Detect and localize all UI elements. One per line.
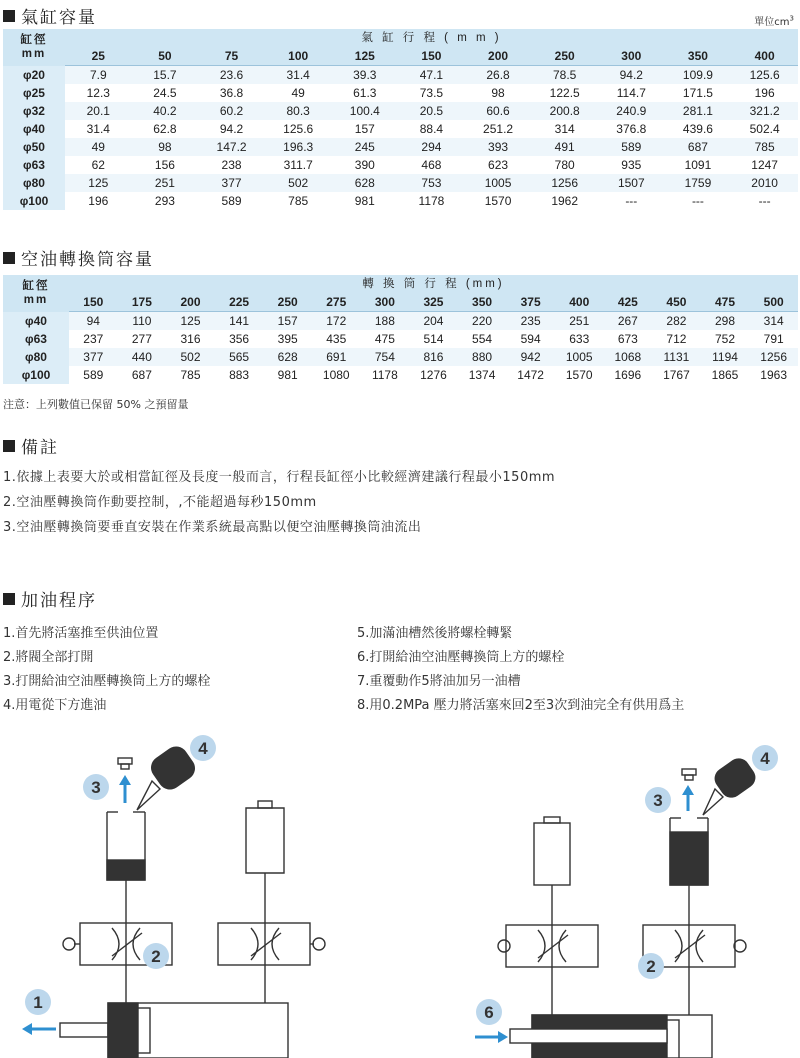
capacity-cell: 514 bbox=[409, 330, 458, 348]
capacity-cell: 623 bbox=[465, 156, 532, 174]
stroke-header: 300 bbox=[361, 293, 410, 312]
capacity-cell: 251 bbox=[132, 174, 199, 192]
section-title-remarks: 備註 bbox=[3, 433, 59, 458]
stroke-header: 250 bbox=[263, 293, 312, 312]
capacity-cell: 12.3 bbox=[65, 84, 132, 102]
capacity-cell: 377 bbox=[69, 348, 118, 366]
capacity-cell: 1276 bbox=[409, 366, 458, 384]
square-bullet-icon bbox=[3, 252, 15, 264]
capacity-cell: 157 bbox=[263, 312, 312, 331]
capacity-cell: 122.5 bbox=[531, 84, 598, 102]
capacity-cell: 40.2 bbox=[132, 102, 199, 120]
capacity-cell: 935 bbox=[598, 156, 665, 174]
capacity-cell: 238 bbox=[198, 156, 265, 174]
table-row bbox=[3, 174, 798, 192]
capacity-cell: 376.8 bbox=[598, 120, 665, 138]
corner-header: 缸徑 mm bbox=[3, 29, 65, 66]
stroke-header: 300 bbox=[598, 47, 665, 66]
capacity-cell: 1696 bbox=[604, 366, 653, 384]
stroke-header: 475 bbox=[701, 293, 750, 312]
capacity-cell: --- bbox=[665, 192, 732, 210]
capacity-cell: 277 bbox=[118, 330, 167, 348]
capacity-cell: 240.9 bbox=[598, 102, 665, 120]
capacity-cell: 791 bbox=[749, 330, 798, 348]
badge-3-left: 3 bbox=[91, 778, 101, 797]
badge-3-right: 3 bbox=[653, 791, 663, 810]
capacity-cell: 1256 bbox=[531, 174, 598, 192]
capacity-cell: 439.6 bbox=[665, 120, 732, 138]
corner-header: 缸徑 mm bbox=[3, 275, 69, 312]
badge-1: 1 bbox=[33, 993, 43, 1012]
capacity-cell: 712 bbox=[652, 330, 701, 348]
capacity-cell: 125 bbox=[166, 312, 215, 331]
capacity-cell: 691 bbox=[312, 348, 361, 366]
capacity-cell: 594 bbox=[506, 330, 555, 348]
capacity-cell: 49 bbox=[65, 138, 132, 156]
cylinder-capacity-table bbox=[3, 29, 798, 210]
piston-rod-right bbox=[510, 1029, 667, 1043]
capacity-cell: 502 bbox=[166, 348, 215, 366]
stroke-header: 25 bbox=[65, 47, 132, 66]
square-bullet-icon bbox=[3, 10, 15, 22]
capacity-cell: 816 bbox=[409, 348, 458, 366]
stroke-header: 350 bbox=[458, 293, 507, 312]
square-bullet-icon bbox=[3, 440, 15, 452]
stroke-header: 375 bbox=[506, 293, 555, 312]
bore-label: φ40 bbox=[3, 120, 65, 138]
capacity-cell: 188 bbox=[361, 312, 410, 331]
capacity-cell: 251 bbox=[555, 312, 604, 331]
capacity-cell: 60.6 bbox=[465, 102, 532, 120]
procedure-step: 8.用0.2MPa 壓力將活塞來回2至3次到油完全有供用爲主 bbox=[357, 698, 685, 713]
stroke-header: 75 bbox=[198, 47, 265, 66]
capacity-cell: 628 bbox=[332, 174, 399, 192]
capacity-cell: 15.7 bbox=[132, 66, 199, 85]
stroke-group-header: 氣 缸 行 程 ( m m ) bbox=[65, 29, 798, 47]
capacity-cell: 7.9 bbox=[65, 66, 132, 85]
oil-bottle-left-icon bbox=[137, 742, 200, 810]
capacity-cell: 633 bbox=[555, 330, 604, 348]
table-row bbox=[3, 348, 798, 366]
capacity-cell: 88.4 bbox=[398, 120, 465, 138]
capacity-cell: 316 bbox=[166, 330, 215, 348]
capacity-cell: 785 bbox=[731, 138, 798, 156]
capacity-cell: 125.6 bbox=[265, 120, 332, 138]
unit-label: 單位$cm^3$ bbox=[754, 14, 794, 28]
capacity-cell: 172 bbox=[312, 312, 361, 331]
capacity-cell: 880 bbox=[458, 348, 507, 366]
stroke-header: 400 bbox=[731, 47, 798, 66]
capacity-cell: 321.2 bbox=[731, 102, 798, 120]
capacity-cell: 1570 bbox=[555, 366, 604, 384]
badge-6: 6 bbox=[484, 1003, 494, 1022]
procedure-step: 3.打開給油空油壓轉換筒上方的螺栓 bbox=[3, 674, 211, 689]
stroke-header: 200 bbox=[166, 293, 215, 312]
capacity-cell: 687 bbox=[665, 138, 732, 156]
bore-label: φ32 bbox=[3, 102, 65, 120]
capacity-cell: 753 bbox=[398, 174, 465, 192]
section-title-converter-capacity: 空油轉換筒容量 bbox=[3, 245, 154, 270]
procedure-step: 4.用電從下方進油 bbox=[3, 698, 107, 713]
capacity-cell: 1865 bbox=[701, 366, 750, 384]
capacity-cell: 47.1 bbox=[398, 66, 465, 85]
capacity-cell: 1472 bbox=[506, 366, 555, 384]
capacity-cell: 628 bbox=[263, 348, 312, 366]
capacity-cell: 785 bbox=[265, 192, 332, 210]
stroke-header: 275 bbox=[312, 293, 361, 312]
capacity-cell: 780 bbox=[531, 156, 598, 174]
converter-capacity-table bbox=[3, 275, 798, 384]
table-row bbox=[3, 366, 798, 384]
section-title-cylinder-capacity: 氣缸容量 bbox=[3, 3, 97, 28]
capacity-cell: 26.8 bbox=[465, 66, 532, 85]
procedure-step: 5.加滿油槽然後將螺栓轉緊 bbox=[357, 626, 513, 641]
capacity-cell: 377 bbox=[198, 174, 265, 192]
oil-full-tank bbox=[670, 832, 708, 885]
bore-label: φ80 bbox=[3, 348, 69, 366]
bore-label: φ63 bbox=[3, 330, 69, 348]
capacity-cell: 1962 bbox=[531, 192, 598, 210]
remark-item: 1.依據上表要大於或相當缸徑及長度一般而言，行程長缸徑小比較經濟建議行程最小150mm bbox=[3, 470, 556, 485]
capacity-cell: 435 bbox=[312, 330, 361, 348]
capacity-cell: 281.1 bbox=[665, 102, 732, 120]
capacity-cell: 298 bbox=[701, 312, 750, 331]
capacity-cell: 883 bbox=[215, 366, 264, 384]
capacity-cell: 754 bbox=[361, 348, 410, 366]
bore-label: φ50 bbox=[3, 138, 65, 156]
capacity-cell: 440 bbox=[118, 348, 167, 366]
capacity-cell: 1194 bbox=[701, 348, 750, 366]
capacity-cell: 785 bbox=[166, 366, 215, 384]
bore-label: φ40 bbox=[3, 312, 69, 331]
capacity-cell: 73.5 bbox=[398, 84, 465, 102]
capacity-cell: 752 bbox=[701, 330, 750, 348]
capacity-cell: 49 bbox=[265, 84, 332, 102]
capacity-cell: 36.8 bbox=[198, 84, 265, 102]
capacity-cell: 94.2 bbox=[198, 120, 265, 138]
stroke-header: 425 bbox=[604, 293, 653, 312]
stroke-header: 200 bbox=[465, 47, 532, 66]
capacity-cell: 114.7 bbox=[598, 84, 665, 102]
table-note: 注意：上列數值已保留 50% 之預留量 bbox=[3, 398, 189, 411]
table-row bbox=[3, 156, 798, 174]
bore-label: φ25 bbox=[3, 84, 65, 102]
procedure-step: 2.將閥全部打開 bbox=[3, 650, 94, 665]
table-row bbox=[3, 120, 798, 138]
capacity-cell: 294 bbox=[398, 138, 465, 156]
bore-label: φ80 bbox=[3, 174, 65, 192]
table-row bbox=[3, 138, 798, 156]
square-bullet-icon bbox=[3, 593, 15, 605]
capacity-cell: 1005 bbox=[555, 348, 604, 366]
remark-item: 3.空油壓轉換筒要垂直安裝在作業系統最高點以便空油壓轉換筒油流出 bbox=[3, 520, 422, 535]
capacity-cell: 31.4 bbox=[65, 120, 132, 138]
check-valve-left bbox=[63, 938, 75, 950]
stroke-header: 175 bbox=[118, 293, 167, 312]
capacity-cell: 942 bbox=[506, 348, 555, 366]
capacity-cell: 468 bbox=[398, 156, 465, 174]
capacity-cell: 1005 bbox=[465, 174, 532, 192]
table-row bbox=[3, 102, 798, 120]
capacity-cell: 1091 bbox=[665, 156, 732, 174]
capacity-cell: 2010 bbox=[731, 174, 798, 192]
capacity-cell: 1178 bbox=[398, 192, 465, 210]
capacity-cell: 39.3 bbox=[332, 66, 399, 85]
capacity-cell: 110 bbox=[118, 312, 167, 331]
capacity-cell: 314 bbox=[531, 120, 598, 138]
stroke-header: 250 bbox=[531, 47, 598, 66]
stroke-header: 100 bbox=[265, 47, 332, 66]
capacity-cell: 1963 bbox=[749, 366, 798, 384]
capacity-cell: 157 bbox=[332, 120, 399, 138]
badge-4-right: 4 bbox=[760, 749, 770, 768]
capacity-cell: 1374 bbox=[458, 366, 507, 384]
capacity-cell: 267 bbox=[604, 312, 653, 331]
capacity-cell: 1759 bbox=[665, 174, 732, 192]
capacity-cell: 1247 bbox=[731, 156, 798, 174]
capacity-cell: 125.6 bbox=[731, 66, 798, 85]
badge-2-right: 2 bbox=[646, 957, 656, 976]
stroke-header: 125 bbox=[332, 47, 399, 66]
capacity-cell: 20.5 bbox=[398, 102, 465, 120]
capacity-cell: 589 bbox=[198, 192, 265, 210]
stroke-header: 150 bbox=[398, 47, 465, 66]
capacity-cell: 94.2 bbox=[598, 66, 665, 85]
capacity-cell: 171.5 bbox=[665, 84, 732, 102]
table-row bbox=[3, 192, 798, 210]
capacity-cell: --- bbox=[598, 192, 665, 210]
capacity-cell: 23.6 bbox=[198, 66, 265, 85]
bore-label: φ20 bbox=[3, 66, 65, 85]
capacity-cell: 196 bbox=[65, 192, 132, 210]
capacity-cell: 1068 bbox=[604, 348, 653, 366]
capacity-cell: 156 bbox=[132, 156, 199, 174]
converter-tank-second bbox=[246, 808, 284, 873]
capacity-cell: 687 bbox=[118, 366, 167, 384]
capacity-cell: 293 bbox=[132, 192, 199, 210]
capacity-cell: 502.4 bbox=[731, 120, 798, 138]
stroke-header: 500 bbox=[749, 293, 798, 312]
flow-valve-second bbox=[218, 923, 310, 965]
capacity-cell: 125 bbox=[65, 174, 132, 192]
capacity-cell: 589 bbox=[598, 138, 665, 156]
stroke-header: 400 bbox=[555, 293, 604, 312]
capacity-cell: 24.5 bbox=[132, 84, 199, 102]
table-row bbox=[3, 312, 798, 331]
stroke-header: 150 bbox=[69, 293, 118, 312]
capacity-cell: --- bbox=[731, 192, 798, 210]
capacity-cell: 1570 bbox=[465, 192, 532, 210]
procedure-step: 6.打開給油空油壓轉換筒上方的螺栓 bbox=[357, 650, 565, 665]
capacity-cell: 98 bbox=[465, 84, 532, 102]
capacity-cell: 147.2 bbox=[198, 138, 265, 156]
badge-2-left: 2 bbox=[151, 947, 161, 966]
capacity-cell: 390 bbox=[332, 156, 399, 174]
stroke-header: 225 bbox=[215, 293, 264, 312]
capacity-cell: 1178 bbox=[361, 366, 410, 384]
procedure-step: 7.重覆動作5將油加另一油槽 bbox=[357, 674, 521, 689]
capacity-cell: 141 bbox=[215, 312, 264, 331]
capacity-cell: 245 bbox=[332, 138, 399, 156]
stroke-header: 450 bbox=[652, 293, 701, 312]
stroke-header: 325 bbox=[409, 293, 458, 312]
capacity-cell: 311.7 bbox=[265, 156, 332, 174]
capacity-cell: 1080 bbox=[312, 366, 361, 384]
capacity-cell: 554 bbox=[458, 330, 507, 348]
capacity-cell: 589 bbox=[69, 366, 118, 384]
capacity-cell: 61.3 bbox=[332, 84, 399, 102]
capacity-cell: 109.9 bbox=[665, 66, 732, 85]
stroke-header: 350 bbox=[665, 47, 732, 66]
badge-4-left: 4 bbox=[198, 739, 208, 758]
oil-bottle-right-icon bbox=[703, 754, 760, 815]
capacity-cell: 235 bbox=[506, 312, 555, 331]
capacity-cell: 1131 bbox=[652, 348, 701, 366]
capacity-cell: 673 bbox=[604, 330, 653, 348]
capacity-cell: 356 bbox=[215, 330, 264, 348]
capacity-cell: 80.3 bbox=[265, 102, 332, 120]
capacity-cell: 237 bbox=[69, 330, 118, 348]
remark-item: 2.空油壓轉換筒作動要控制，,不能超過每秒150mm bbox=[3, 495, 317, 510]
capacity-cell: 31.4 bbox=[265, 66, 332, 85]
table-row bbox=[3, 66, 798, 85]
capacity-cell: 395 bbox=[263, 330, 312, 348]
capacity-cell: 100.4 bbox=[332, 102, 399, 120]
capacity-cell: 981 bbox=[332, 192, 399, 210]
capacity-cell: 60.2 bbox=[198, 102, 265, 120]
capacity-cell: 196 bbox=[731, 84, 798, 102]
capacity-cell: 1507 bbox=[598, 174, 665, 192]
capacity-cell: 981 bbox=[263, 366, 312, 384]
capacity-cell: 62.8 bbox=[132, 120, 199, 138]
procedure-step: 1.首先將活塞推至供油位置 bbox=[3, 626, 159, 641]
table-row bbox=[3, 330, 798, 348]
capacity-cell: 502 bbox=[265, 174, 332, 192]
bore-label: φ100 bbox=[3, 366, 69, 384]
piston-rod-left bbox=[60, 1023, 108, 1037]
capacity-cell: 220 bbox=[458, 312, 507, 331]
capacity-cell: 491 bbox=[531, 138, 598, 156]
capacity-cell: 200.8 bbox=[531, 102, 598, 120]
converter-tank-third bbox=[534, 823, 570, 885]
capacity-cell: 98 bbox=[132, 138, 199, 156]
table-row bbox=[3, 84, 798, 102]
capacity-cell: 393 bbox=[465, 138, 532, 156]
bore-label: φ63 bbox=[3, 156, 65, 174]
capacity-cell: 94 bbox=[69, 312, 118, 331]
section-title-oil-filling-procedure: 加油程序 bbox=[3, 586, 97, 611]
stroke-group-header: 轉 換 筒 行 程 (mm) bbox=[69, 275, 798, 293]
capacity-cell: 196.3 bbox=[265, 138, 332, 156]
capacity-cell: 314 bbox=[749, 312, 798, 331]
capacity-cell: 1256 bbox=[749, 348, 798, 366]
capacity-cell: 204 bbox=[409, 312, 458, 331]
capacity-cell: 62 bbox=[65, 156, 132, 174]
stroke-header: 50 bbox=[132, 47, 199, 66]
capacity-cell: 251.2 bbox=[465, 120, 532, 138]
oil-level-left bbox=[107, 860, 145, 880]
check-valve-second bbox=[313, 938, 325, 950]
oil-filling-diagram bbox=[0, 725, 800, 1058]
capacity-cell: 78.5 bbox=[531, 66, 598, 85]
capacity-cell: 1767 bbox=[652, 366, 701, 384]
capacity-cell: 565 bbox=[215, 348, 264, 366]
capacity-cell: 475 bbox=[361, 330, 410, 348]
bore-label: φ100 bbox=[3, 192, 65, 210]
capacity-cell: 20.1 bbox=[65, 102, 132, 120]
capacity-cell: 282 bbox=[652, 312, 701, 331]
